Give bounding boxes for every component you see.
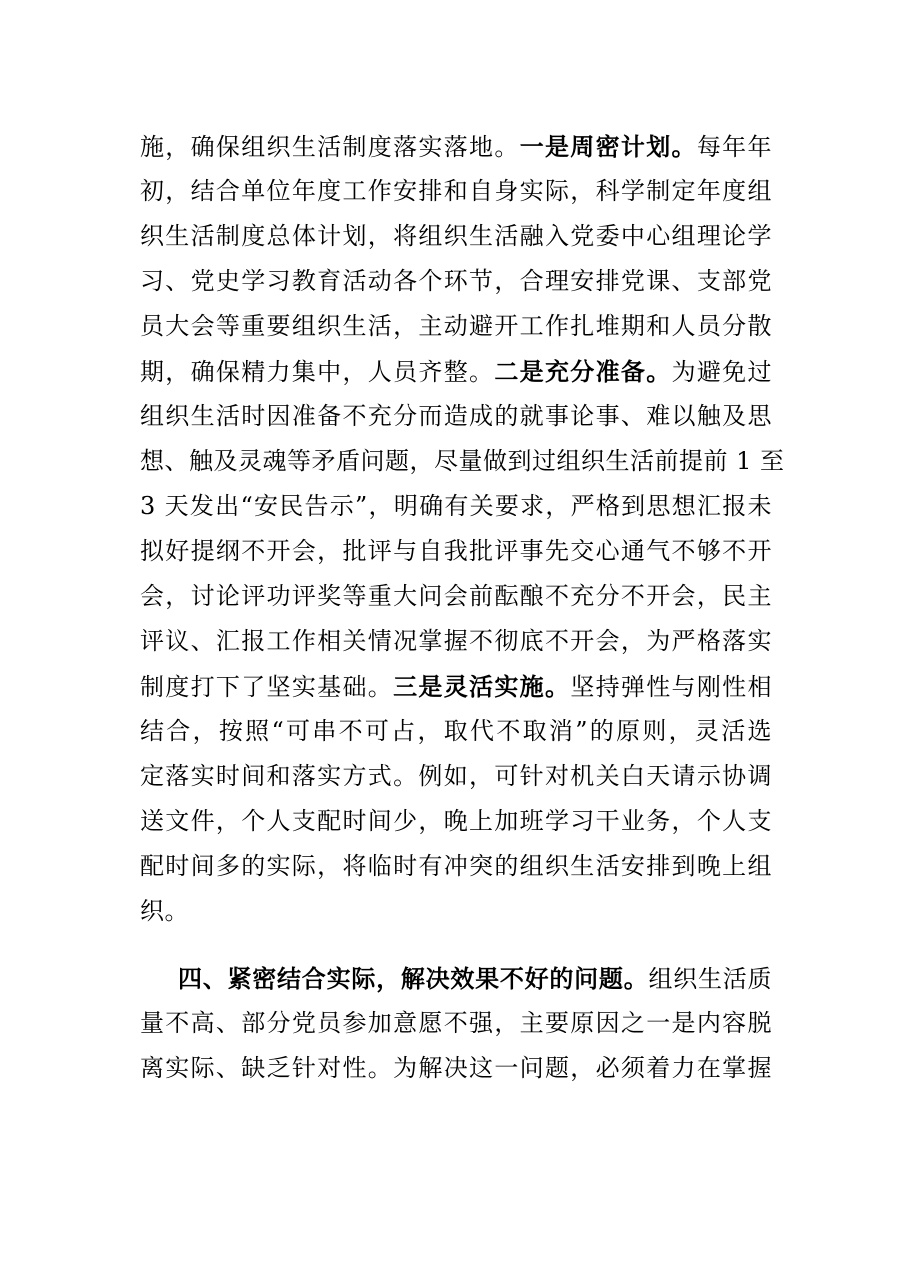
bold-heading: 三是灵活实施。 — [393, 672, 571, 701]
text-line: 习、党史学习教育活动各个环节，合理安排党课、支部党 — [140, 267, 772, 295]
section-heading: 四、紧密结合实际，解决效果不好的问题。 — [178, 964, 649, 993]
text-line: 员大会等重要组织生活，主动避开工作扎堆期和人员分散 — [140, 312, 772, 340]
bold-heading: 一是周密计划。 — [519, 132, 697, 161]
text-line: 初，结合单位年度工作安排和自身实际，科学制定年度组 — [140, 177, 772, 205]
text-line: 评议、汇报工作相关情况掌握不彻底不开会，为严格落实 — [140, 627, 772, 655]
text-line: 会，讨论评功评奖等重大问会前酝酿不充分不开会，民主 — [140, 582, 772, 610]
text-line: 织生活制度总体计划，将组织生活融入党委中心组理论学 — [140, 222, 772, 250]
text-line: 施，确保组织生活制度落实落地。一是周密计划。每年年 — [140, 132, 772, 161]
text-line: 配时间多的实际，将临时有冲突的组织生活安排到晚上组 — [140, 852, 772, 880]
bold-heading: 二是充分准备。 — [494, 357, 672, 386]
text-line: 四、紧密结合实际，解决效果不好的问题。组织生活质 — [178, 964, 773, 993]
text-line: 量不高、部分党员参加意愿不强，主要原因之一是内容脱 — [140, 1009, 772, 1037]
document-page — [140, 124, 785, 1091]
paragraph-gap — [140, 934, 772, 956]
text-line: 织。 — [140, 897, 189, 925]
text-line: 结合，按照“可串不可占，取代不取消”的原则，灵活选 — [140, 717, 772, 745]
text-line: 组织生活时因准备不充分而造成的就事论事、难以触及思 — [140, 402, 772, 430]
text-line: 3 天发出“安民告示”，明确有关要求，严格到思想汇报未 — [140, 492, 772, 520]
text-line: 送文件，个人支配时间少，晚上加班学习干业务，个人支 — [140, 807, 772, 835]
text-line: 期，确保精力集中，人员齐整。二是充分准备。为避免过 — [140, 357, 772, 386]
text-line: 离实际、缺乏针对性。为解决这一问题，必须着力在掌握 — [140, 1054, 772, 1082]
text-line: 拟好提纲不开会，批评与自我批评事先交心通气不够不开 — [140, 537, 772, 565]
text-line: 制度打下了坚实基础。三是灵活实施。坚持弹性与刚性相 — [140, 672, 772, 701]
text-line: 定落实时间和落实方式。例如，可针对机关白天请示协调 — [140, 762, 772, 790]
text-line: 想、触及灵魂等矛盾问题，尽量做到过组织生活前提前 1 至 — [140, 447, 785, 475]
